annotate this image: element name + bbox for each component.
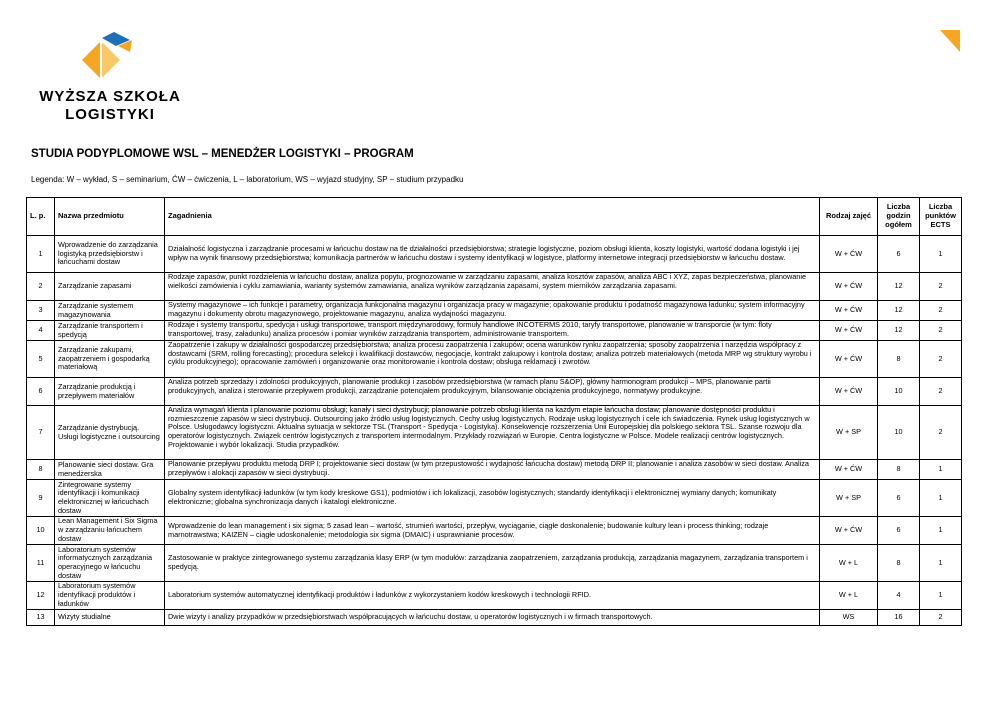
table-row [27, 273, 962, 301]
cell-ects: 1 [920, 236, 962, 273]
cell-subject: Zarządzanie systemem magazynowania [55, 301, 165, 321]
header-hours: Liczba godzin ogółem [878, 198, 920, 236]
cell-lp: 2 [27, 273, 55, 301]
table-row [27, 517, 962, 545]
cell-hours: 12 [878, 301, 920, 321]
cell-topics: Rodzaje i systemy transportu, spedycja i usługi transportowe, transport międzynarodowy, formuły handlowe INCOTERMS 2010, taryfy transportowe, planowanie w transporcie (w tym: floty transportowej, trasy, załadunku) analiza procesów i pomiar wyników zarządzania transportem, administrowanie transportem. [165, 321, 820, 341]
cell-lp: 1 [27, 236, 55, 273]
logo-text-line1: WYŻSZA SZKOŁA [39, 88, 181, 105]
cell-type: W + ĆW [820, 273, 878, 301]
cell-topics: Planowanie przepływu produktu metodą DRP I; projektowanie sieci dostaw (w tym przepustowość i wydajność łańcucha dostaw) metodą DRP II; planowanie i analiza zasobów w sieci dostaw. Analiza przepływów i alokacji zapasów w sieci dystrybucji. [165, 460, 820, 480]
header-ects: Liczba punktów ECTS [920, 198, 962, 236]
cell-ects: 2 [920, 341, 962, 378]
cell-topics: Wprowadzenie do lean management i six sigma; 5 zasad lean – wartość, strumień wartości, przepływ, wyciąganie, ciągłe doskonalenie; budowanie kultury lean i process thinking; rodzaje marnotrawstwa; KAIZEN – ciągłe udoskonalenie; metodologia six sigma (DMAIC) i usprawnianie procesów. [165, 517, 820, 545]
cell-subject: Wizyty studialne [55, 610, 165, 626]
table-row [27, 480, 962, 517]
corner-triangle-icon [940, 30, 960, 52]
cell-type: W + L [820, 545, 878, 582]
cell-ects: 2 [920, 273, 962, 301]
cell-subject: Zarządzanie zakupami, zaopatrzeniem i gospodarką materiałową [55, 341, 165, 378]
cell-type: W + ĆW [820, 460, 878, 480]
cell-hours: 12 [878, 273, 920, 301]
cell-type: W + ĆW [820, 378, 878, 406]
page-title: STUDIA PODYPLOMOWE WSL – MENEDŻER LOGISTYKI – PROGRAM [31, 148, 414, 160]
header-type: Rodzaj zajęć [820, 198, 878, 236]
cell-hours: 8 [878, 460, 920, 480]
cell-lp: 8 [27, 460, 55, 480]
cell-hours: 12 [878, 321, 920, 341]
program-table [26, 197, 962, 626]
cell-type: W + ĆW [820, 301, 878, 321]
header-subject: Nazwa przedmiotu [55, 198, 165, 236]
cell-ects: 1 [920, 582, 962, 610]
cell-type: W + L [820, 582, 878, 610]
cell-lp: 10 [27, 517, 55, 545]
cell-hours: 6 [878, 480, 920, 517]
header-topics: Zagadnienia [165, 198, 820, 236]
table-row [27, 236, 962, 273]
cell-hours: 6 [878, 236, 920, 273]
cell-subject: Laboratorium systemów identyfikacji produktów i ładunków [55, 582, 165, 610]
cell-ects: 2 [920, 378, 962, 406]
logo-text-line2: LOGISTYKI [65, 106, 155, 123]
table-header-row [27, 198, 962, 236]
cell-lp: 7 [27, 406, 55, 460]
table-row [27, 341, 962, 378]
cell-hours: 8 [878, 341, 920, 378]
logo-mark-icon [80, 30, 140, 82]
cell-type: WS [820, 610, 878, 626]
table-row [27, 582, 962, 610]
cell-type: W + ĆW [820, 517, 878, 545]
cell-ects: 2 [920, 406, 962, 460]
cell-topics: Analiza potrzeb sprzedaży i zdolności produkcyjnych, planowanie produkcji i zasobów przedsiębiorstwa (w ramach planu S&OP), główny harmonogram produkcji – MPS, planowanie partii produkcyjnych, analiza i sterowanie przepływem produkcji, zarządzanie potencjałem produkcyjnym, bilansowanie obciążenia produkcyjnego, normatywy produkcyjne. [165, 378, 820, 406]
university-logo [30, 30, 190, 130]
cell-type: W + SP [820, 480, 878, 517]
cell-lp: 12 [27, 582, 55, 610]
cell-subject: Planowanie sieci dostaw. Gra menedżerska [55, 460, 165, 480]
cell-topics: Systemy magazynowe – ich funkcje i parametry, organizacja funkcjonalna magazynu i organizacja pracy w magazynie; opakowanie produktu i podatność magazynowa ładunku; system informacyjny magazynu i dokumenty obrotu magazynowego, projektowanie magazynu, analiza wydajności magazynu. [165, 301, 820, 321]
cell-topics: Zastosowanie w praktyce zintegrowanego systemu zarządzania klasy ERP (w tym modułów: zarządzania zaopatrzeniem, zarządzania produkcją, zarządzania magazynem, zarządzania transportem i spedycją. [165, 545, 820, 582]
table-row [27, 610, 962, 626]
cell-subject: Zarządzanie produkcją i przepływem materiałów [55, 378, 165, 406]
cell-lp: 6 [27, 378, 55, 406]
table-row [27, 301, 962, 321]
cell-lp: 13 [27, 610, 55, 626]
cell-subject: Zintegrowane systemy identyfikacji i komunikacji elektronicznej w łańcuchach dostaw [55, 480, 165, 517]
cell-ects: 1 [920, 517, 962, 545]
table-row [27, 406, 962, 460]
cell-topics: Laboratorium systemów automatycznej identyfikacji produktów i ładunków z wykorzystaniem kodów kreskowych i technologii RFID. [165, 582, 820, 610]
cell-hours: 10 [878, 378, 920, 406]
cell-hours: 6 [878, 517, 920, 545]
cell-ects: 2 [920, 321, 962, 341]
cell-topics: Analiza wymagań klienta i planowanie poziomu obsługi; kanały i sieci dystrybucji; planowanie potrzeb obsługi klienta na każdym etapie łańcucha dostaw; planowanie dostępności produktu i rozmieszczenie zapasów w sieci dystrybucji. Outsourcing jako źródło usług logistycznych. Cechy usług logistycznych. Rodzaje usług logistycznych i cele ich świadczenia. Rynek usług logistycznych w Polsce. Usługodawcy logistyczni. Aktualna sytuacja w sektorze TSL (Transport - Spedycja - Logistyka). Konsekwencje rozszerzenia Unii Europejskiej dla polskiego sektora TSL. Szanse rozwoju dla operatorów logistycznych. Związek centrów logistycznych z transportem intermodalnym. Przykłady rozwiązań w Europie. Centra logistyczne w Polsce. Modele realizacji centrów logistycznych. Projektowanie i wybór lokalizacji. Studia przypadków. [165, 406, 820, 460]
cell-lp: 9 [27, 480, 55, 517]
cell-lp: 5 [27, 341, 55, 378]
cell-subject: Zarządzanie transportem i spedycją [55, 321, 165, 341]
cell-ects: 1 [920, 545, 962, 582]
cell-type: W + ĆW [820, 321, 878, 341]
cell-subject: Zarządzanie zapasami [55, 273, 165, 301]
table-row [27, 378, 962, 406]
cell-lp: 11 [27, 545, 55, 582]
cell-topics: Działalność logistyczna i zarządzanie procesami w łańcuchu dostaw na tle działalności przedsiębiorstwa; strategie logistyczne, poziom obsługi klienta, koszty logistyki, wartość dodana logistyki i jej wpływ na wynik finansowy przedsiębiorstwa; komunikacja partnerów w łańcuchu dostaw i systemy identyfikacji w logistyce, platformy internetowe integracji przedsiębiorstw w łańcuchu dostaw. [165, 236, 820, 273]
cell-subject: Zarządzanie dystrybucją. Usługi logistyczne i outsourcing [55, 406, 165, 460]
cell-type: W + ĆW [820, 236, 878, 273]
cell-topics: Zaopatrzenie i zakupy w działalności gospodarczej przedsiębiorstwa; analiza procesu zaopatrzenia i zakupów; ocena warunków rynku zaopatrzenia; sposoby zaopatrzenia i narzędzia współpracy z dostawcami (SRM, rolling forecasting); procedura selekcji i kwalifikacji dostawców, negocjacje, kontrakt zakupowy i kontrola dostaw; analiza potrzeb materiałowych (metoda MRP wg struktury wyrobu i cyklu produkcyjnego); opracowanie zamówień i organizowanie oraz monitorowanie i kontrola dostaw; obsługa reklamacji i zwrotów. [165, 341, 820, 378]
table-row [27, 460, 962, 480]
cell-lp: 4 [27, 321, 55, 341]
cell-hours: 4 [878, 582, 920, 610]
header-lp: L. p. [27, 198, 55, 236]
cell-lp: 3 [27, 301, 55, 321]
cell-topics: Rodzaje zapasów, punkt rozdzielenia w łańcuchu dostaw, analiza popytu, prognozowanie w zarządzaniu zapasami, analiza kosztów zapasów, analiza ABC i XYZ, zapas bezpieczeństwa, planowanie wielkości zamówienia i cyklu zamawiania, warianty systemów zamawiania, analiza wyników zarządzania zapasami, system mierników zarządzania zapasami. [165, 273, 820, 301]
cell-subject: Wprowadzenie do zarządzania logistyką przedsiębiorstw i łańcuchami dostaw [55, 236, 165, 273]
cell-hours: 10 [878, 406, 920, 460]
cell-type: W + ĆW [820, 341, 878, 378]
cell-hours: 16 [878, 610, 920, 626]
cell-subject: Lean Management i Six Sigma w zarządzaniu łańcuchem dostaw [55, 517, 165, 545]
legend-text: Legenda: W – wykład, S – seminarium, ĆW – ćwiczenia, L – laboratorium, WS – wyjazd studyjny, SP – studium przypadku [31, 175, 464, 184]
cell-topics: Dwie wizyty i analizy przypadków w przedsiębiorstwach współpracujących w łańcuchu dostaw, u operatorów logistycznych i w firmach transportowych. [165, 610, 820, 626]
cell-ects: 2 [920, 301, 962, 321]
cell-hours: 8 [878, 545, 920, 582]
table-row [27, 545, 962, 582]
cell-ects: 1 [920, 460, 962, 480]
cell-topics: Globalny system identyfikacji ładunków (w tym kody kreskowe GS1), podmiotów i ich lokalizacji, zasobów logistycznych; standardy identyfikacji i elektronicznej wymiany danych; komunikaty elektroniczne; globalna synchronizacja danych i katalogi elektroniczne. [165, 480, 820, 517]
table-row [27, 321, 962, 341]
cell-ects: 2 [920, 610, 962, 626]
cell-subject: Laboratorium systemów informatycznych zarządzania operacyjnego w łańcuchu dostaw [55, 545, 165, 582]
cell-type: W + SP [820, 406, 878, 460]
cell-ects: 1 [920, 480, 962, 517]
